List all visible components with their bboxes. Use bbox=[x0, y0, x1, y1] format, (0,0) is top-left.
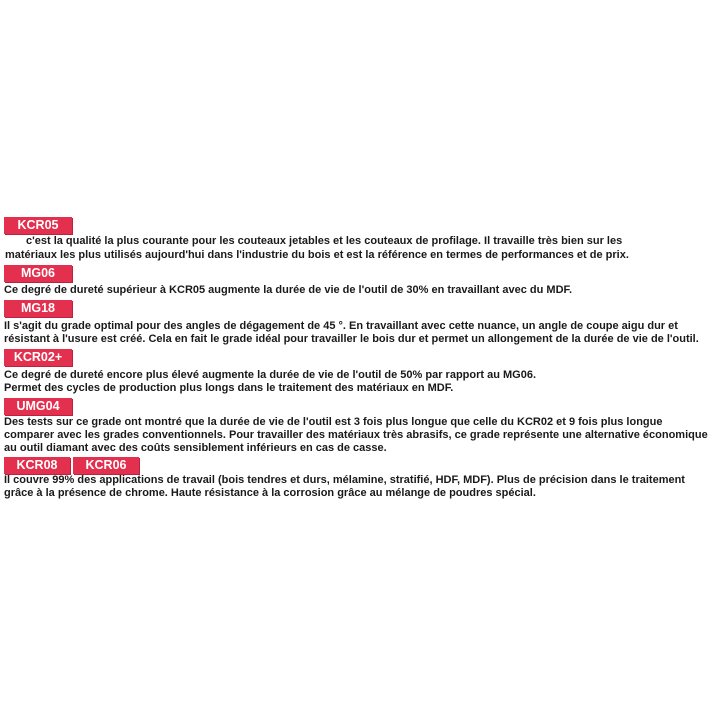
mg18-description-line-1: Il s'agit du grade optimal pour des angles de dégagement de 45 °. En travaillant avec cette nuance, un angle de coupe aigu dur et bbox=[4, 320, 678, 332]
kcr02-description-line-1: Ce degré de dureté encore plus élevé augmente la durée de vie de l'outil de 50% par rapport au MG06. bbox=[4, 369, 537, 381]
grade-badge-kcr06: KCR06 bbox=[73, 457, 139, 474]
grade-badge-umg04: UMG04 bbox=[4, 398, 72, 415]
mg06-description-line-1: Ce degré de dureté supérieur à KCR05 augmente la durée de vie de l'outil de 30% en travaillant avec du MDF. bbox=[4, 284, 573, 296]
grade-badge-mg18: MG18 bbox=[4, 300, 72, 317]
kcr08-06-description-line-2: grâce à la présence de chrome. Haute résistance à la corrosion grâce au mélange de poudres spécial. bbox=[4, 487, 536, 499]
kcr08-06-description-line-1: Il couvre 99% des applications de travail (bois tendres et durs, mélamine, stratifié, HDF, MDF). Plus de précision dans le traitement bbox=[4, 474, 685, 486]
grade-badge-kcr05: KCR05 bbox=[4, 217, 72, 234]
grade-badge-kcr08: KCR08 bbox=[4, 457, 70, 474]
mg18-description-line-2: résistant à l'usure est créé. Cela en fait le grade idéal pour travailler le bois dur et permet un allongement de la durée de vie de l'outil. bbox=[4, 333, 699, 345]
umg04-description-line-1: Des tests sur ce grade ont montré que la durée de vie de l'outil est 3 fois plus longue que celle du KCR02 et 9 fois plus longue bbox=[4, 416, 663, 428]
grade-badge-kcr02-plus: KCR02+ bbox=[4, 349, 72, 366]
kcr02-description-line-2: Permet des cycles de production plus longs dans le traitement des matériaux en MDF. bbox=[4, 382, 454, 394]
umg04-description-line-2: comparer avec les grades conventionnels. Pour travailler des matériaux très abrasifs, ce grade représente une alternative économique bbox=[4, 429, 708, 441]
kcr05-description-line-1: c'est la qualité la plus courante pour les couteaux jetables et les couteaux de profilage. Il travaille très bien sur les bbox=[26, 235, 623, 247]
grade-badge-mg06: MG06 bbox=[4, 265, 72, 282]
umg04-description-line-3: au outil diamant avec des coûts sensiblement inférieurs en cas de casse. bbox=[4, 442, 387, 454]
kcr05-description-line-2: matériaux les plus utilisés aujourd'hui dans l'industrie du bois et est la référence en termes de performances et de prix. bbox=[5, 249, 629, 261]
